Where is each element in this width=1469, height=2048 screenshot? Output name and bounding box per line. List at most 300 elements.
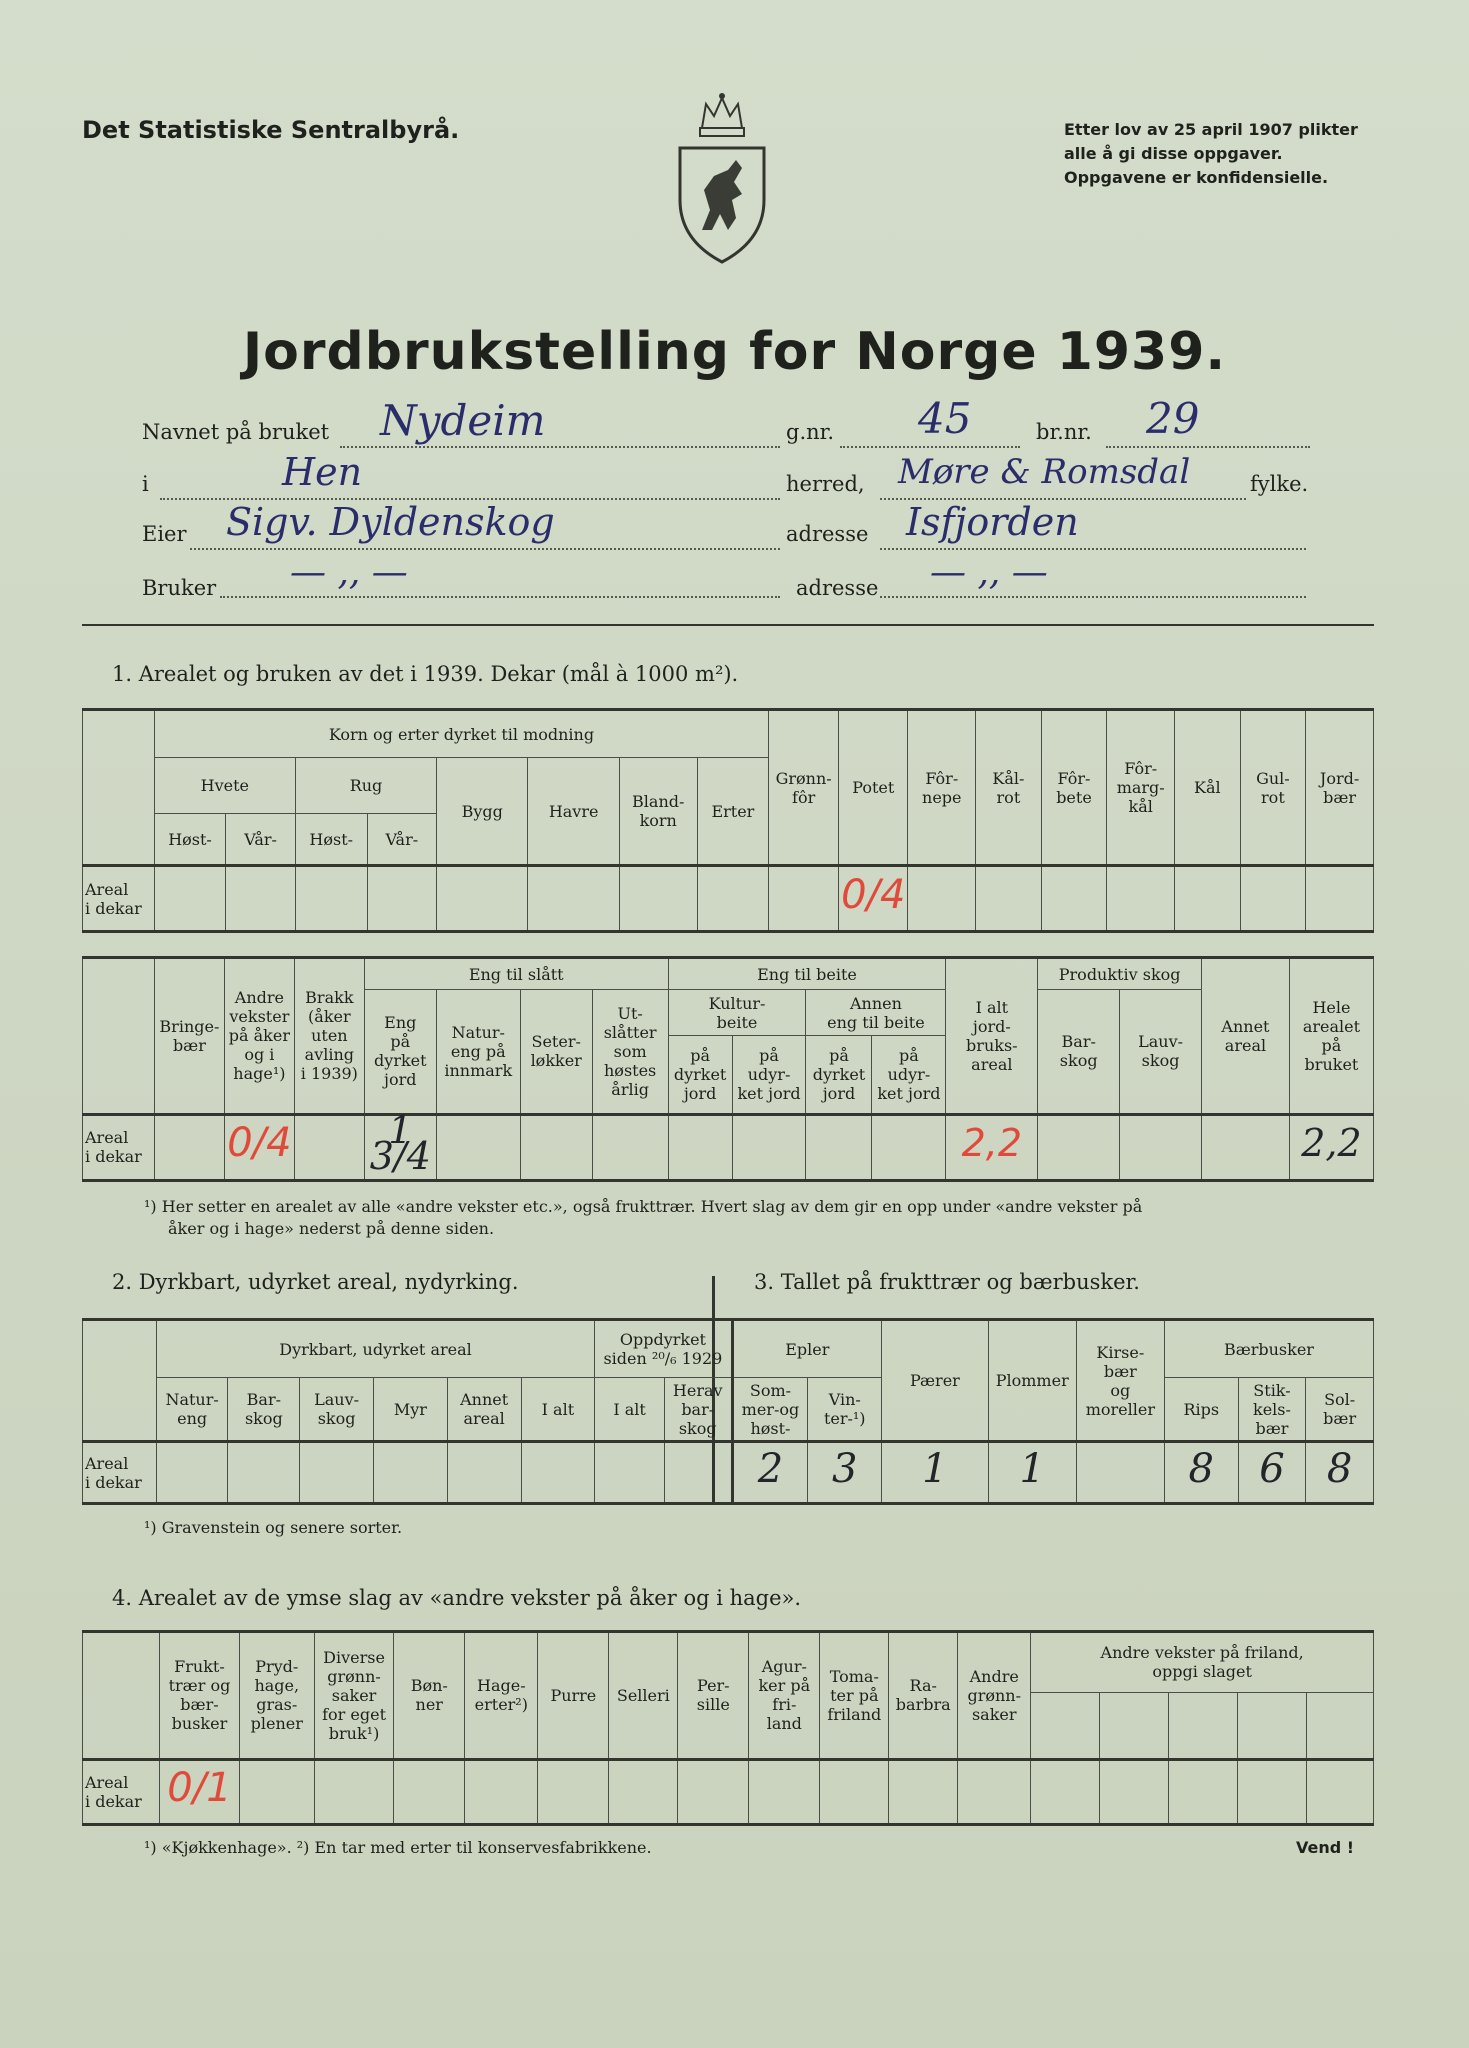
col-andre-gronnsaker-line: saker	[971, 1704, 1017, 1724]
col-herav-barskog-line: skog	[678, 1418, 717, 1438]
footnote-line: ¹) Her setter en arealet av alle «andre vekster etc.», også frukttrær. Hvert slag av dem gir en opp under «andre vekster på	[144, 1197, 1143, 1216]
col-agurker-line: Agur-	[761, 1657, 807, 1677]
value-sommer: 2	[757, 1445, 784, 1492]
col-kultur-dyrket	[668, 1036, 732, 1114]
row-label	[83, 1442, 157, 1504]
brnr-label: br.nr.	[1036, 420, 1092, 444]
col-friland-blank[interactable]	[1306, 1692, 1373, 1759]
col-andre-vekster-line: vekster	[229, 1007, 290, 1027]
col-bringebaer-line: Bringe-	[159, 1016, 220, 1036]
col-kultur-dyrket-line: på	[690, 1046, 710, 1066]
corner-cell	[83, 1320, 157, 1442]
col-kirsebaer-line: bær	[1103, 1361, 1137, 1381]
col-vinter	[808, 1378, 882, 1442]
col-andre-gronnsaker	[958, 1632, 1031, 1760]
agency-name: Det Statistiske Sentralbyrå.	[82, 116, 460, 144]
farm-name-label: Navnet på bruket	[142, 420, 330, 444]
cell[interactable]	[1120, 1114, 1202, 1180]
row-label	[83, 866, 155, 932]
footnote-line: åker og i hage» nederst på denne siden.	[168, 1219, 495, 1238]
value-vinter: 3	[832, 1445, 858, 1492]
col-naturen	[156, 1378, 228, 1442]
col-myr: Myr	[373, 1378, 447, 1442]
cell[interactable]	[619, 866, 697, 932]
col-annen-dyrket-line: jord	[822, 1084, 856, 1104]
cell[interactable]	[1100, 1759, 1169, 1824]
col-eng-pa-dyrket-line: Eng	[384, 1013, 417, 1033]
cell[interactable]	[300, 1442, 374, 1504]
col-solbaer-line: bær	[1323, 1409, 1357, 1428]
col-hele-arealet-line: arealet	[1302, 1016, 1361, 1036]
cell[interactable]	[664, 1442, 732, 1504]
col-persille-line: Per-	[697, 1676, 730, 1696]
col-formargkal-line: marg-	[1116, 778, 1165, 797]
col-hageerter	[465, 1632, 538, 1760]
row-label-line: Areal	[85, 1453, 129, 1473]
value-paerer: 1	[922, 1445, 948, 1492]
other-crops-table	[82, 1630, 1374, 1826]
group-kulturbeite-line: Kultur-	[708, 993, 766, 1013]
col-naturen-innmark	[436, 990, 520, 1115]
col-brakk-line: i 1939)	[300, 1064, 358, 1084]
col-bonner	[394, 1632, 465, 1760]
col-i-alt2: I alt	[595, 1378, 665, 1442]
col-agurker-line: ker på	[758, 1676, 811, 1696]
col-eng-pa-dyrket-line: på	[390, 1032, 411, 1052]
col-naturen-innmark-line: Natur-	[451, 1022, 505, 1042]
col-jordbaer-line: Jord-	[1319, 768, 1360, 788]
cell[interactable]	[447, 1442, 521, 1504]
col-gronnfor	[769, 710, 839, 866]
col-persille-line: sille	[696, 1695, 730, 1715]
col-utslatter-line: årlig	[611, 1079, 649, 1099]
cell[interactable]	[1240, 866, 1306, 932]
col-prydhage-line: Pryd-	[255, 1657, 299, 1677]
col-stikkelsbaer-line: Stik-	[1253, 1380, 1291, 1400]
cell[interactable]	[872, 1114, 946, 1180]
col-blandkorn-line: Bland-	[632, 792, 685, 811]
land-use-table	[82, 956, 1374, 1182]
cell-solbaer[interactable]	[1306, 1442, 1374, 1504]
row-label-line: i dekar	[85, 898, 142, 918]
cell[interactable]	[154, 866, 226, 932]
value-rips: 8	[1188, 1445, 1214, 1492]
col-kirsebaer-line: Kirse-	[1096, 1342, 1145, 1362]
col-herav-barskog-line: Herav	[672, 1380, 723, 1400]
col-lauvskog	[300, 1378, 374, 1442]
group-baerbusker: Bærbusker	[1164, 1320, 1373, 1378]
divider	[82, 624, 1374, 626]
col-seterlokker-line: Seter-	[531, 1032, 581, 1052]
col-lauvskog-line: Lauv-	[314, 1390, 360, 1409]
cell[interactable]	[1202, 1114, 1290, 1180]
section2-footnote: ¹) Gravenstein og senere sorter.	[144, 1518, 403, 1537]
cell[interactable]	[1041, 866, 1107, 932]
col-annen-udyrket-line: udyr-	[887, 1065, 931, 1085]
col-prydhage-line: plener	[250, 1714, 303, 1734]
herred-value: Hen	[282, 450, 363, 494]
col-brakk-line: Brakk	[305, 988, 354, 1008]
col-kultur-udyrket-line: udyr-	[747, 1065, 791, 1085]
col-i-alt-jordbruk-line: bruks-	[966, 1035, 1018, 1055]
col-andre-gronnsaker-line: grønn-	[967, 1685, 1021, 1705]
col-naturen-innmark-line: eng på	[450, 1041, 506, 1061]
col-stikkelsbaer-line: kels-	[1253, 1399, 1291, 1419]
owner-address-label: adresse	[786, 522, 869, 546]
row-label-line: Areal	[85, 1128, 129, 1148]
col-kalrot	[976, 710, 1042, 866]
cell[interactable]	[1038, 1114, 1120, 1180]
cell[interactable]	[958, 1759, 1031, 1824]
col-gulrot-line: Gul-	[1256, 768, 1290, 788]
cell[interactable]	[521, 1442, 595, 1504]
cell[interactable]	[1169, 1759, 1238, 1824]
col-sommer-line: mer-og	[741, 1399, 800, 1419]
owner-value: Sigv. Dyldenskog	[226, 500, 555, 544]
row-label	[83, 1114, 155, 1180]
cell[interactable]	[373, 1442, 447, 1504]
cell[interactable]	[538, 1759, 609, 1824]
cell[interactable]	[595, 1442, 665, 1504]
cell[interactable]	[1306, 866, 1374, 932]
col-havre: Havre	[528, 758, 619, 866]
user-line	[220, 596, 780, 598]
cell[interactable]	[295, 866, 367, 932]
owner-label: Eier	[142, 522, 187, 546]
col-naturen-line: Natur-	[165, 1390, 219, 1409]
cell-paerer[interactable]	[882, 1442, 989, 1504]
value-i-alt: 2,2	[961, 1121, 1023, 1166]
cell[interactable]	[367, 866, 437, 932]
col-i-alt-jordbruk-line: jord-	[972, 1016, 1011, 1036]
col-bringebaer	[154, 958, 224, 1115]
col-paerer: Pærer	[882, 1320, 989, 1442]
cell[interactable]	[889, 1759, 958, 1824]
col-andre-vekster-line: og i	[244, 1045, 275, 1065]
col-kirsebaer-line: og	[1110, 1380, 1131, 1400]
col-prydhage-line: hage,	[254, 1676, 300, 1696]
col-annen-udyrket-line: på	[899, 1046, 919, 1066]
cell-hele[interactable]	[1289, 1114, 1373, 1180]
col-barskog	[228, 1378, 300, 1442]
cell[interactable]	[592, 1114, 668, 1180]
col-hageerter-line: erter²)	[474, 1695, 528, 1715]
section4-title: 4. Arealet av de ymse slag av «andre vekster på åker og i hage».	[112, 1586, 802, 1610]
municipality-prefix-label: i	[142, 472, 149, 496]
group-dyrkbart: Dyrkbart, udyrket areal	[156, 1320, 595, 1378]
owner-address-line	[880, 548, 1306, 550]
cell-frukttraer[interactable]	[160, 1759, 239, 1824]
col-eng-pa-dyrket	[364, 990, 436, 1115]
col-rabarbra	[889, 1632, 958, 1760]
col-blandkorn	[619, 758, 697, 866]
fruit-and-cultivable-table	[82, 1318, 1374, 1505]
col-vinter-line: Vin-	[828, 1390, 861, 1409]
value-andre-vekster: 0/4	[227, 1120, 292, 1167]
col-diverse-line: for eget	[322, 1704, 386, 1724]
col-hele-arealet	[1289, 958, 1373, 1115]
section3-title: 3. Tallet på frukttrær og bærbusker.	[754, 1270, 1140, 1294]
cell[interactable]	[1031, 1759, 1100, 1824]
col-seterlokker-line: løkker	[530, 1051, 582, 1071]
owner-line	[190, 548, 780, 550]
group-andre-friland-line: Andre vekster på friland,	[1100, 1643, 1304, 1663]
col-annen-udyrket-line: ket jord	[877, 1084, 941, 1104]
col-annet-line: Annet	[460, 1390, 509, 1409]
gnr-line	[840, 446, 1020, 448]
col-solbaer-line: Sol-	[1324, 1390, 1356, 1409]
col-frukttraer-line: bær-	[180, 1695, 219, 1715]
group-annen-eng-line: Annen	[849, 993, 902, 1013]
corner-cell	[83, 710, 155, 866]
col-blandkorn-line: korn	[639, 811, 677, 830]
user-address-value: — ,, —	[930, 552, 1048, 593]
cell[interactable]	[528, 866, 619, 932]
cell[interactable]	[1175, 866, 1241, 932]
col-diverse-line: grønn-	[327, 1666, 381, 1686]
farm-name-value: Nydeim	[380, 396, 546, 445]
law-note-line: alle å gi disse oppgaver.	[1064, 144, 1283, 163]
col-andre-vekster-line: Andre	[234, 988, 284, 1008]
col-rabarbra-line: barbra	[895, 1695, 951, 1715]
cell[interactable]	[1306, 1759, 1373, 1824]
cell-andre-vekster[interactable]	[224, 1114, 294, 1180]
group-kulturbeite-line: beite	[716, 1012, 758, 1032]
cell[interactable]	[1238, 1759, 1307, 1824]
group-eng-slatt: Eng til slått	[364, 958, 668, 990]
cell[interactable]	[294, 1114, 364, 1180]
row-label-line: Areal	[85, 879, 129, 899]
cell[interactable]	[732, 1114, 806, 1180]
col-diverse-line: Diverse	[323, 1647, 385, 1667]
col-kultur-dyrket-line: dyrket	[673, 1065, 727, 1085]
cell-rips[interactable]	[1164, 1442, 1238, 1504]
col-frukttraer-line: trær og	[168, 1676, 231, 1696]
col-eng-pa-dyrket-line: dyrket	[374, 1051, 427, 1071]
col-utslatter-line: slåtter	[603, 1022, 657, 1042]
cell[interactable]	[820, 1759, 889, 1824]
col-frukttraer	[160, 1632, 239, 1760]
col-annet-line: areal	[463, 1409, 505, 1428]
col-solbaer	[1306, 1378, 1374, 1442]
col-lauvskog-line: skog	[317, 1409, 356, 1428]
col-friland-blank[interactable]	[1169, 1692, 1238, 1759]
cell[interactable]	[1107, 866, 1175, 932]
cell[interactable]	[520, 1114, 592, 1180]
col-fornepe-line: nepe	[922, 787, 962, 807]
value-frukttraer: 0/1	[167, 1764, 232, 1811]
cell[interactable]	[437, 866, 528, 932]
col-kalrot-line: Kål-	[992, 768, 1025, 788]
row-label-line: i dekar	[85, 1147, 142, 1167]
col-hele-arealet-line: på	[1321, 1035, 1342, 1055]
page-title: Jordbrukstelling for Norge 1939.	[242, 322, 1227, 382]
group-annen-eng	[806, 990, 946, 1036]
col-andre-vekster-line: på åker	[228, 1026, 290, 1046]
col-barskog	[1038, 990, 1120, 1115]
cell[interactable]	[314, 1759, 393, 1824]
user-address-line	[880, 596, 1306, 598]
col-persille	[678, 1632, 749, 1760]
user-label: Bruker	[142, 576, 217, 600]
cell-vinter[interactable]	[808, 1442, 882, 1504]
col-naturen-line: eng	[177, 1409, 208, 1428]
owner-address-value: Isfjorden	[906, 500, 1079, 544]
col-tomater-line: friland	[827, 1704, 882, 1724]
col-diverse-line: bruk¹)	[328, 1723, 380, 1743]
col-jordbaer	[1306, 710, 1374, 866]
col-herav-barskog	[664, 1378, 732, 1442]
group-korn: Korn og erter dyrket til modning	[154, 710, 769, 758]
group-andre-friland-line: oppgi slaget	[1152, 1662, 1252, 1682]
col-annet-areal	[1202, 958, 1290, 1115]
col-friland-blank[interactable]	[1238, 1692, 1307, 1759]
col-bygg: Bygg	[437, 758, 528, 866]
section2-title: 2. Dyrkbart, udyrket areal, nydyrking.	[112, 1270, 519, 1294]
col-plommer: Plommer	[988, 1320, 1076, 1442]
col-brakk-line: (åker	[308, 1007, 351, 1027]
col-lauvskog-line: Lauv-	[1138, 1032, 1184, 1052]
cell[interactable]	[156, 1442, 228, 1504]
cell[interactable]	[806, 1114, 872, 1180]
cell[interactable]	[769, 866, 839, 932]
cell[interactable]	[154, 1114, 224, 1180]
col-kal: Kål	[1175, 710, 1241, 866]
cell[interactable]	[394, 1759, 465, 1824]
col-i-alt-jordbruk-line: I alt	[975, 997, 1009, 1017]
group-kulturbeite	[668, 990, 806, 1036]
group-oppdyrket-line: Oppdyrket	[619, 1330, 706, 1349]
gnr-label: g.nr.	[786, 420, 835, 444]
user-value: — ,, —	[290, 552, 408, 593]
col-sommer	[732, 1378, 808, 1442]
col-lauvskog	[1120, 990, 1202, 1115]
law-note-line: Etter lov av 25 april 1907 plikter	[1064, 120, 1358, 139]
col-prydhage	[239, 1632, 314, 1760]
col-annen-dyrket-line: dyrket	[812, 1065, 866, 1085]
col-utslatter-line: høstes	[604, 1060, 657, 1080]
fylke-label: fylke.	[1250, 472, 1309, 496]
col-fornepe-line: Fôr-	[925, 768, 959, 788]
cell-potet[interactable]	[839, 866, 908, 932]
cell-plommer[interactable]	[988, 1442, 1076, 1504]
col-stikkelsbaer	[1238, 1378, 1306, 1442]
col-eng-pa-dyrket-line: jord	[384, 1070, 417, 1090]
col-utslatter	[592, 990, 668, 1115]
col-i-alt-jordbruk-line: areal	[971, 1054, 1013, 1074]
col-gulrot-line: rot	[1261, 787, 1285, 807]
col-kultur-udyrket-line: på	[759, 1046, 779, 1066]
col-forbete-line: bete	[1056, 787, 1092, 807]
col-selleri: Selleri	[609, 1632, 678, 1760]
cell[interactable]	[239, 1759, 314, 1824]
col-naturen-innmark-line: innmark	[444, 1060, 513, 1080]
cell[interactable]	[609, 1759, 678, 1824]
col-forbete-line: Fôr-	[1057, 768, 1091, 788]
col-kirsebaer	[1076, 1320, 1164, 1442]
cell[interactable]	[976, 866, 1042, 932]
col-rabarbra-line: Ra-	[909, 1676, 937, 1696]
col-annet-areal-line: areal	[1224, 1035, 1267, 1055]
col-tomater-line: Toma-	[829, 1666, 879, 1686]
group-andre-friland	[1031, 1632, 1374, 1693]
col-friland-blank[interactable]	[1100, 1692, 1169, 1759]
value-solbaer: 8	[1326, 1445, 1353, 1492]
col-purre: Purre	[538, 1632, 609, 1760]
cell[interactable]	[226, 866, 296, 932]
cell[interactable]	[465, 1759, 538, 1824]
col-hvete: Hvete	[154, 758, 295, 814]
row-label-line: Areal	[85, 1772, 129, 1792]
col-friland-blank[interactable]	[1031, 1692, 1100, 1759]
group-oppdyrket	[595, 1320, 732, 1378]
col-hvete-host: Høst-	[154, 814, 226, 866]
cell[interactable]	[228, 1442, 300, 1504]
value-stikkelsbaer: 6	[1259, 1445, 1285, 1492]
col-rug-host: Høst-	[295, 814, 367, 866]
cell[interactable]	[908, 866, 976, 932]
group-epler: Epler	[732, 1320, 882, 1378]
col-kultur-dyrket-line: jord	[683, 1084, 717, 1104]
col-prydhage-line: gras-	[256, 1695, 298, 1715]
user-address-label: adresse	[796, 576, 879, 600]
corner-cell	[83, 958, 155, 1115]
cell-i-alt[interactable]	[946, 1114, 1038, 1180]
value-plommer: 1	[1019, 1445, 1045, 1492]
cell[interactable]	[668, 1114, 732, 1180]
col-brakk	[294, 958, 364, 1115]
col-formargkal-line: kål	[1128, 797, 1153, 816]
col-brakk-line: avling	[304, 1045, 355, 1065]
cell[interactable]	[678, 1759, 749, 1824]
cell[interactable]	[436, 1114, 520, 1180]
col-hele-arealet-line: Hele	[1312, 997, 1351, 1017]
row-label	[83, 1759, 160, 1824]
cell-eng-pa-dyrket[interactable]	[364, 1108, 436, 1180]
col-tomater-line: ter på	[830, 1685, 879, 1705]
col-i-alt-jordbruk	[946, 958, 1038, 1115]
col-andre-gronnsaker-line: Andre	[969, 1666, 1019, 1686]
law-note	[1064, 118, 1384, 190]
col-formargkal-line: Fôr-	[1124, 759, 1158, 778]
col-lauvskog-line: skog	[1141, 1051, 1180, 1071]
col-hele-arealet-line: bruket	[1304, 1054, 1359, 1074]
col-agurker-line: fri-	[772, 1695, 797, 1715]
cell[interactable]	[749, 1759, 820, 1824]
col-kirsebaer-line: moreller	[1085, 1399, 1155, 1419]
col-stikkelsbaer-line: bær	[1255, 1418, 1289, 1438]
cell-sommer[interactable]	[732, 1442, 808, 1504]
col-fornepe	[908, 710, 976, 866]
farm-name-line	[340, 446, 780, 448]
col-rug: Rug	[295, 758, 436, 814]
col-barskog-line: Bar-	[246, 1390, 282, 1409]
col-tomater	[820, 1632, 889, 1760]
cell-stikkelsbaer[interactable]	[1238, 1442, 1306, 1504]
col-annen-dyrket	[806, 1036, 872, 1114]
col-hvete-var: Vår-	[226, 814, 296, 866]
cell[interactable]	[697, 866, 769, 932]
group-eng-beite: Eng til beite	[668, 958, 946, 990]
col-kultur-udyrket	[732, 1036, 806, 1114]
value-potet: 0/4	[841, 871, 906, 918]
col-erter: Erter	[697, 758, 769, 866]
col-bonner-line: Bøn-	[410, 1676, 448, 1696]
col-barskog-line: skog	[1059, 1051, 1098, 1071]
col-annen-dyrket-line: på	[829, 1046, 849, 1066]
col-hageerter-line: Hage-	[477, 1676, 526, 1696]
cell[interactable]	[1076, 1442, 1164, 1504]
